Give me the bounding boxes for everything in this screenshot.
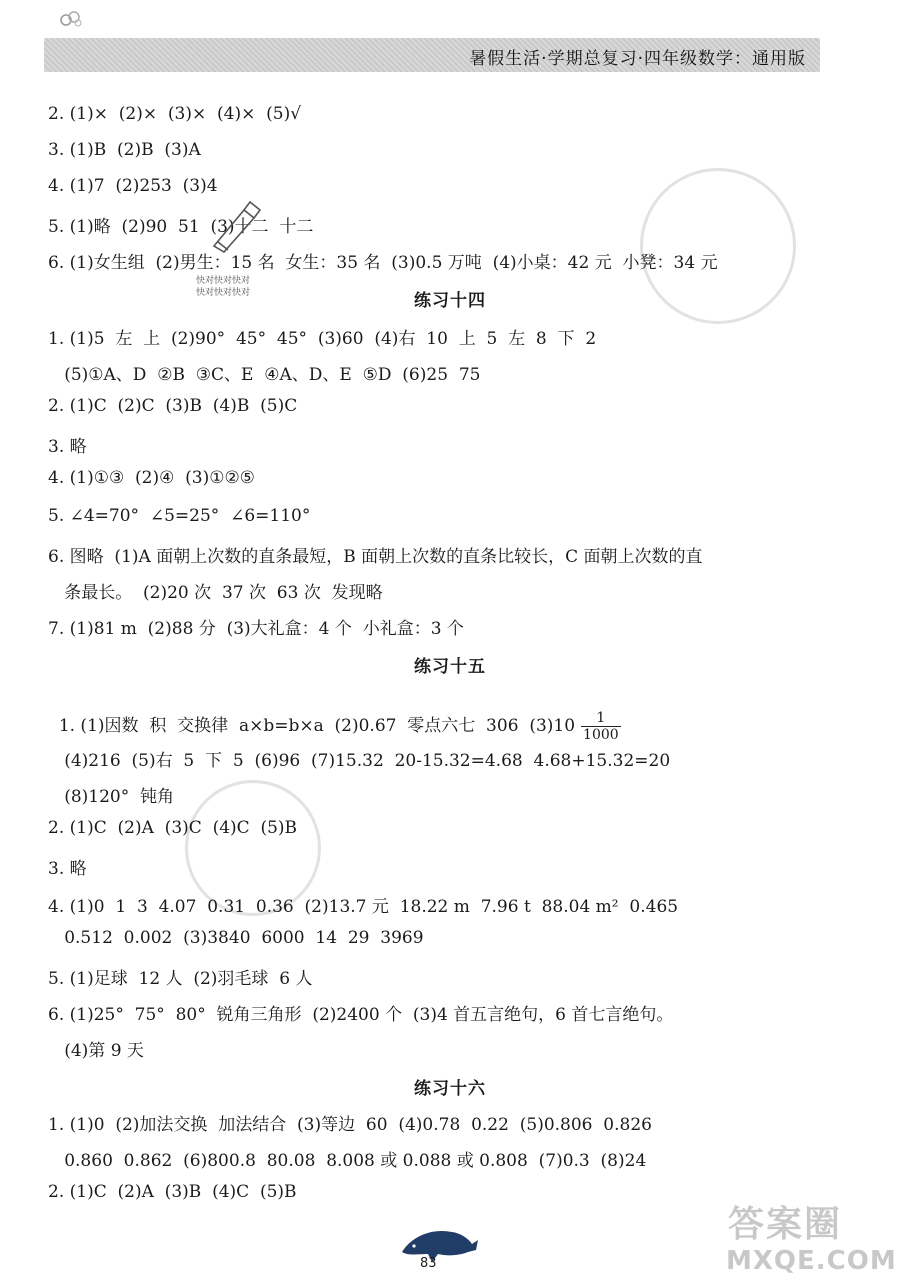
fraction-denominator: 1000 (583, 727, 619, 743)
answer-line: 4. (1)7 (2)253 (3)4 (48, 176, 218, 196)
section-title: 练习十六 (414, 1079, 486, 1099)
header-title: 暑假生活·学期总复习·四年级数学：通用版 (469, 49, 806, 69)
answer-line: 1. (1)5 左 上 (2)90° 45° 45° (3)60 (4)右 10 上 5 左 8 下 2 (48, 329, 597, 349)
answer-line: 2. (1)C (2)A (3)C (4)C (5)B (48, 818, 298, 838)
answer-line: 6. 图略 (1)A 面朝上次数的直条最短，B 面朝上次数的直条比较长，C 面朝上次数的直 (48, 547, 703, 567)
answer-line: 0.512 0.002 (3)3840 6000 14 29 3969 (48, 928, 424, 948)
page-number: 83 (420, 1256, 437, 1271)
fraction-numerator: 1 (596, 710, 606, 726)
answer-line: 5. (1)略 (2)90 51 (3)十二 十二 (48, 217, 314, 237)
answer-line: 2. (1)C (2)A (3)B (4)C (5)B (48, 1182, 297, 1202)
answer-line: 条最长。 (2)20 次 37 次 63 次 发现略 (48, 583, 383, 603)
answer-line: 3. (1)B (2)B (3)A (48, 140, 201, 160)
answer-line: (8)120° 钝角 (48, 787, 175, 807)
answer-line: 3. 略 (48, 437, 87, 457)
section-title: 练习十五 (414, 657, 486, 677)
answer-line: 6. (1)25° 75° 80° 锐角三角形 (2)2400 个 (3)4 首五言绝句，6 首七言绝句。 (48, 1005, 674, 1025)
header-banner (44, 38, 820, 72)
answer-line: 3. 略 (48, 859, 87, 879)
pencil-stamp-icon (204, 196, 264, 256)
answer-line: 0.860 0.862 (6)800.8 80.08 8.008 或 0.088 或 0.808 (7)0.3 (8)24 (48, 1151, 647, 1171)
stamp-label: 快对快对快对 (196, 288, 251, 298)
answer-line: 6. (1)女生组 (2)男生：15 名 女生：35 名 (3)0.5 万吨 (4)小桌：42 元 小凳：34 元 (48, 253, 718, 273)
answer-line: 1. (1)0 (2)加法交换 加法结合 (3)等边 60 (4)0.78 0.22 (5)0.806 0.826 (48, 1115, 652, 1135)
answer-line: (4)216 (5)右 5 下 5 (6)96 (7)15.32 20-15.32=4.68 4.68+15.32=20 (48, 751, 671, 771)
answer-line: 5. ∠4=70° ∠5=25° ∠6=110° (48, 506, 311, 526)
answer-line: 7. (1)81 m (2)88 分 (3)大礼盒：4 个 小礼盒：3 个 (48, 619, 464, 639)
answer-text: 1. (1)因数 积 交换律 a×b=b×a (2)0.67 零点六七 306 (3)10 (58, 716, 576, 736)
dolphin-icon (398, 1222, 480, 1270)
corner-flower-icon (58, 8, 84, 28)
answer-line: 2. (1)C (2)C (3)B (4)B (5)C (48, 396, 298, 416)
answer-line: 4. (1)0 1 3 4.07 0.31 0.36 (2)13.7 元 18.22 m 7.96 t 88.04 m² 0.465 (48, 897, 679, 917)
watermark-logo-text: 答案圈 (728, 1204, 843, 1245)
answer-line: 5. (1)足球 12 人 (2)羽毛球 6 人 (48, 969, 313, 989)
answer-line: 2. (1)× (2)× (3)× (4)× (5)√ (48, 104, 302, 124)
answer-line (48, 690, 621, 743)
answer-line: 4. (1)①③ (2)④ (3)①②⑤ (48, 468, 255, 488)
watermark-url-text: MXQE.COM (726, 1246, 897, 1276)
answer-line: (5)①A、D ②B ③C、E ④A、D、E ⑤D (6)25 75 (48, 365, 481, 385)
fraction (581, 710, 621, 743)
section-title: 练习十四 (414, 291, 486, 311)
answer-line: (4)第 9 天 (48, 1041, 144, 1061)
stamp-label: 快对快对快对 (196, 276, 251, 286)
